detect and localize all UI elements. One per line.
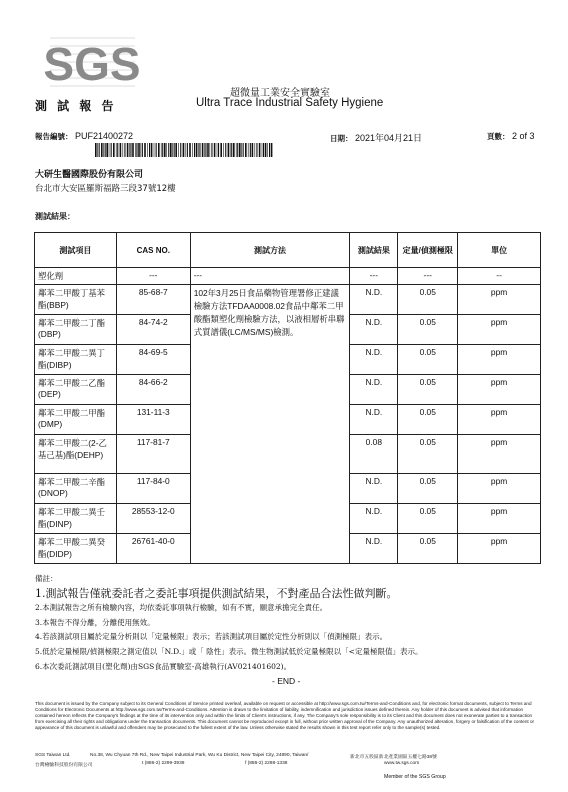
cell-unit: ppm <box>458 405 541 435</box>
cell-result: N.D. <box>350 375 398 405</box>
cell-item: 鄰苯二甲酸二異丁酯(DIBP) <box>35 345 117 375</box>
cell-unit: ppm <box>458 504 541 534</box>
cell-cas: 131-11-3 <box>116 405 190 435</box>
footer-address-zh: 新北市五股區新北產業園區五權七路38號 <box>350 755 437 760</box>
cell-result: N.D. <box>350 504 398 534</box>
cell-cas: 117-81-7 <box>116 435 190 474</box>
report-number <box>35 131 133 142</box>
cell-method-description: 102年3月25日食品藥物管理署修正建議檢驗方法TFDAA0008.02食品中鄰苯二甲酸酯類塑化劑檢驗方法，以液相層析串聯式質譜儀(LC/MS/MS)檢測。 <box>190 285 350 564</box>
col-header-item: 測試項目 <box>35 233 117 268</box>
page-number-value: 2 of 3 <box>512 131 535 141</box>
footer-fax: f (886-2) 2298-1338 <box>245 761 288 766</box>
footer-company-zh: 台灣檢驗科技股份有限公司 <box>35 763 93 768</box>
cell-cas: 26761-40-0 <box>116 534 190 564</box>
cell-unit: ppm <box>458 315 541 345</box>
cell-item: 鄰苯二甲酸二異壬酯(DINP) <box>35 504 117 534</box>
results-table <box>34 232 541 564</box>
cell-result: N.D. <box>350 285 398 315</box>
notes-section <box>35 572 422 674</box>
cell-limit: 0.05 <box>398 534 458 564</box>
report-number-value: PUF21400272 <box>75 131 134 141</box>
cell-limit: 0.05 <box>398 375 458 405</box>
cell-result: --- <box>350 268 398 285</box>
cell-limit: 0.05 <box>398 285 458 315</box>
report-number-label: 報告編號： <box>35 132 73 141</box>
table-row <box>35 285 541 315</box>
cell-method: --- <box>190 268 350 285</box>
table-row <box>35 268 541 285</box>
cell-unit: ppm <box>458 474 541 504</box>
cell-limit: 0.05 <box>398 474 458 504</box>
page-number <box>487 131 535 142</box>
cell-unit: ppm <box>458 285 541 315</box>
cell-result: 0.08 <box>350 435 398 474</box>
cell-cas: 85-68-7 <box>116 285 190 315</box>
cell-cas: --- <box>116 268 190 285</box>
cell-cas: 117-84-0 <box>116 474 190 504</box>
col-header-method: 測試方法 <box>190 233 350 268</box>
footer-address-en: No.38, Wu Chyuan 7th Rd., New Taipei Industrial Park, Wu Ku District, New Taipei City, 24890, Taiwan/ <box>90 753 309 758</box>
note-item: 1.測試報告僅就委託者之委託事項提供測試結果，不對產品合法性做判斷。 <box>35 586 398 600</box>
note-item: 4.若該測試項目屬於定量分析則以「定量極限」表示；若該測試項目屬於定性分析則以「偵測極限」表示。 <box>35 632 388 642</box>
results-header-row <box>35 233 541 268</box>
note-item: 3.本報告不得分離，分離使用無效。 <box>35 617 155 627</box>
page-number-label: 頁數： <box>487 132 510 141</box>
client-address: 台北市大安區羅斯福路三段37號12樓 <box>35 184 176 194</box>
cell-item: 鄰苯二甲酸二丁酯(DBP) <box>35 315 117 345</box>
cell-cas: 84-69-5 <box>116 345 190 375</box>
col-header-limit: 定量/偵測極限 <box>398 233 458 268</box>
cell-limit: 0.05 <box>398 504 458 534</box>
sgs-logo <box>43 30 141 92</box>
notes-label: 備註： <box>35 574 58 583</box>
footer-web: www.tw.sgs.com <box>384 761 420 766</box>
cell-cas: 28553-12-0 <box>116 504 190 534</box>
note-item: 2.本測試報告之所有檢驗內容，均依委託事項執行檢驗，如有不實，願意承擔完全責任。 <box>35 603 328 613</box>
cell-item: 鄰苯二甲酸二甲酯(DMP) <box>35 405 117 435</box>
lab-name-zh: 超微量工業安全實驗室 <box>230 88 330 99</box>
report-date-value: 2021年04月21日 <box>355 133 423 143</box>
footer-disclaimer: This document is issued by the Company subject to its General Conditions of Service printed overleaf, available on request or accessible at http://www.sgs.com.tw/Terms-and-Conditions and, for electronic format documents, subject to Terms and Conditions for Electronic Documents at http://www.sgs.com.tw/Terms-and-Conditions. Attention is drawn to the limitation of liability, indemnification and jurisdiction issues defined therein. Any holder of this document is advised that information contained hereon reflects the Company's findings at the time of its intervention only and within the limits of Client's instructions, if any. The Company's sole responsibility is to its Client and this document does not exonerate parties to a transaction from exercising all their rights and obligations under the transaction documents. This document cannot be reproduced except in full, without prior written approval of the Company. Any unauthorized alteration, forgery or falsification of the content or appearance of this document is unlawful and offenders may be prosecuted to the fullest extent of the law. Unless otherwise stated the results shown in this test report refer only to the sample(s) tested. <box>35 701 535 730</box>
footer-tel: t (886-2) 2299-3939 <box>142 761 185 766</box>
col-header-unit: 單位 <box>458 233 541 268</box>
cell-unit: -- <box>458 268 541 285</box>
cell-item: 鄰苯二甲酸丁基苯酯(BBP) <box>35 285 117 315</box>
cell-result: N.D. <box>350 315 398 345</box>
cell-unit: ppm <box>458 435 541 474</box>
cell-cas: 84-74-2 <box>116 315 190 345</box>
logo-text: SGS <box>43 38 141 90</box>
cell-item: 鄰苯二甲酸二(2-乙基己基)酯(DEHP) <box>35 435 117 474</box>
cell-limit: 0.05 <box>398 405 458 435</box>
cell-limit: --- <box>398 268 458 285</box>
report-date <box>330 131 422 144</box>
footer-company-en: SGS Taiwan Ltd. <box>35 753 71 758</box>
cell-unit: ppm <box>458 375 541 405</box>
cell-result: N.D. <box>350 345 398 375</box>
cell-cas: 84-66-2 <box>116 375 190 405</box>
cell-unit: ppm <box>458 534 541 564</box>
cell-result: N.D. <box>350 405 398 435</box>
cell-limit: 0.05 <box>398 315 458 345</box>
note-item: 6.本次委託測試項目(塑化劑)由SGS食品實驗室-高雄執行(AV021401602)。 <box>35 661 292 671</box>
cell-limit: 0.05 <box>398 435 458 474</box>
cell-item: 鄰苯二甲酸二乙酯(DEP) <box>35 375 117 405</box>
cell-item: 塑化劑 <box>35 268 117 285</box>
cell-result: N.D. <box>350 534 398 564</box>
cell-item: 鄰苯二甲酸二辛酯(DNOP) <box>35 474 117 504</box>
client-name: 大研生醫國際股份有限公司 <box>35 170 144 180</box>
report-date-label: 日期： <box>330 134 353 143</box>
barcode <box>95 143 275 157</box>
col-header-result: 測試結果 <box>350 233 398 268</box>
cell-result: N.D. <box>350 474 398 504</box>
cell-unit: ppm <box>458 345 541 375</box>
document-title: 測 試 報 告 <box>35 99 117 113</box>
results-label: 測試結果： <box>35 212 75 221</box>
cell-limit: 0.05 <box>398 345 458 375</box>
note-item: 5.低於定量極限/偵測極限之測定值以「N.D.」或「 陰性」表示。微生物測試低於定量極限以「<定量極限值」表示。 <box>35 646 423 656</box>
footer-member: Member of the SGS Group <box>384 774 446 780</box>
lab-name-en: Ultra Trace Industrial Safety Hygiene <box>196 97 384 109</box>
col-header-cas: CAS NO. <box>116 233 190 268</box>
end-marker: - END - <box>272 676 301 686</box>
cell-item: 鄰苯二甲酸二異癸酯(DIDP) <box>35 534 117 564</box>
